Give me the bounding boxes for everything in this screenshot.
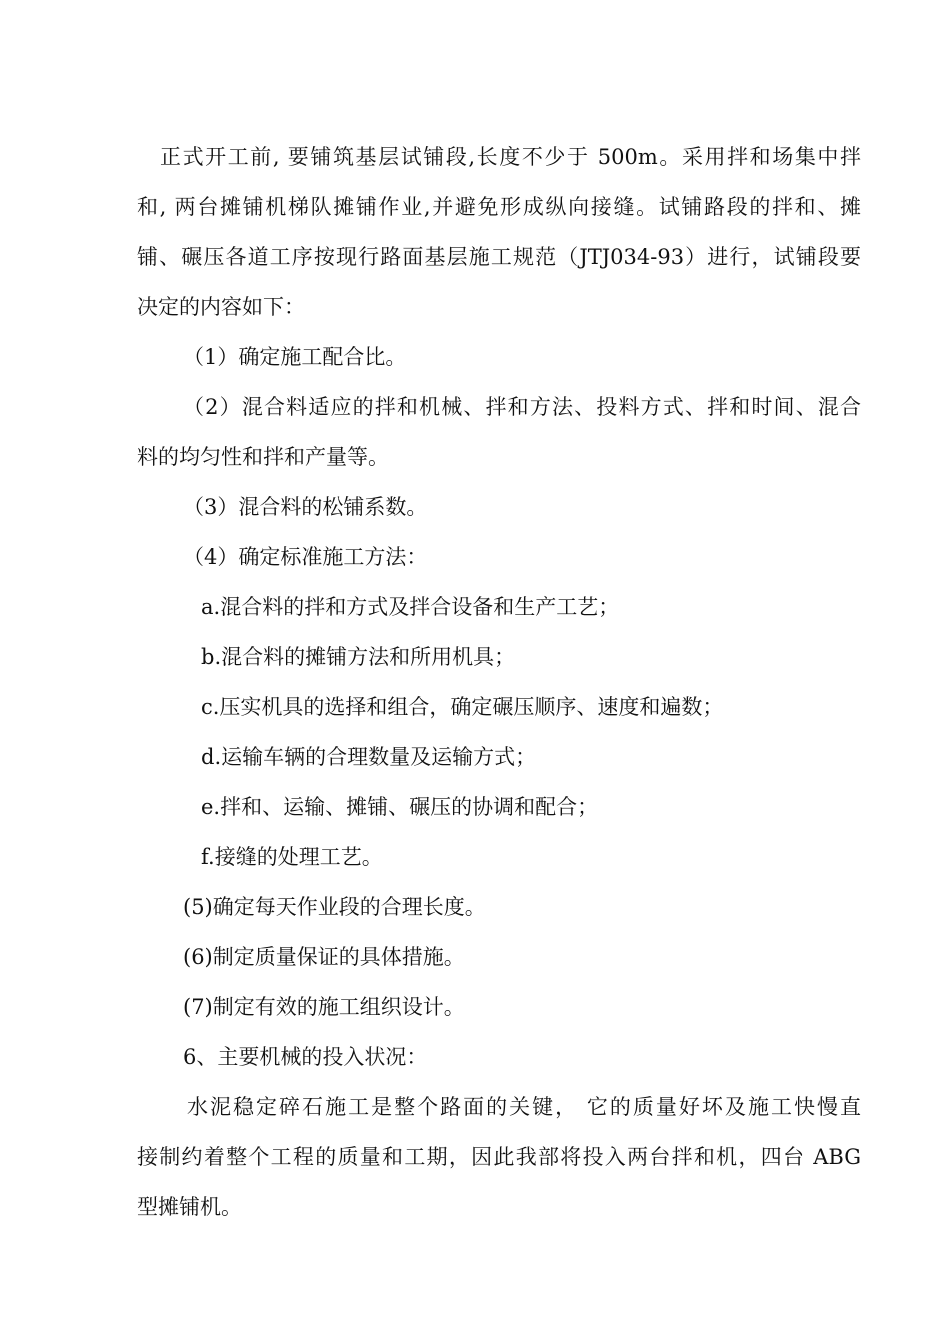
item-2-line-2: 料的均匀性和拌和产量等。 — [137, 445, 389, 469]
section-6-heading: 6、主要机械的投入状况： — [183, 1045, 428, 1069]
sub-item-d: d.运输车辆的合理数量及运输方式； — [201, 745, 537, 769]
sub-item-a: a.混合料的拌和方式及拌合设备和生产工艺； — [201, 595, 620, 619]
intro-paragraph-line-2: 和, 两台摊铺机梯队摊铺作业,并避免形成纵向接缝。试铺路段的拌和、摊 — [137, 195, 861, 219]
section-6-paragraph-line-3: 型摊铺机。 — [137, 1195, 242, 1219]
section-6-paragraph-line-2: 接制约着整个工程的质量和工期，因此我部将投入两台拌和机，四台 ABG — [137, 1145, 861, 1169]
item-1: （1）确定施工配合比。 — [183, 345, 407, 369]
intro-paragraph-line-3: 铺、碾压各道工序按现行路面基层施工规范（JTJ034-93）进行，试铺段要 — [137, 245, 861, 269]
sub-item-f: f.接缝的处理工艺。 — [201, 845, 383, 869]
item-4: （4）确定标准施工方法： — [183, 545, 428, 569]
sub-item-e: e.拌和、运输、摊铺、碾压的协调和配合； — [201, 795, 599, 819]
sub-item-c: c.压实机具的选择和组合，确定碾压顺序、速度和遍数； — [201, 695, 724, 719]
intro-paragraph-line-1: 正式开工前, 要铺筑基层试铺段,长度不少于 500m。采用拌和场集中拌 — [160, 145, 861, 169]
intro-paragraph-line-4: 决定的内容如下： — [137, 295, 305, 319]
sub-item-b: b.混合料的摊铺方法和所用机具； — [201, 645, 516, 669]
item-5: (5)确定每天作业段的合理长度。 — [183, 895, 486, 919]
item-2-line-1: （2）混合料适应的拌和机械、拌和方法、投料方式、拌和时间、混合 — [183, 395, 861, 419]
item-3: （3）混合料的松铺系数。 — [183, 495, 428, 519]
section-6-paragraph-line-1: 水泥稳定碎石施工是整个路面的关键， 它的质量好坏及施工快慢直 — [187, 1095, 861, 1119]
item-7: (7)制定有效的施工组织设计。 — [183, 995, 465, 1019]
item-6: (6)制定质量保证的具体措施。 — [183, 945, 465, 969]
